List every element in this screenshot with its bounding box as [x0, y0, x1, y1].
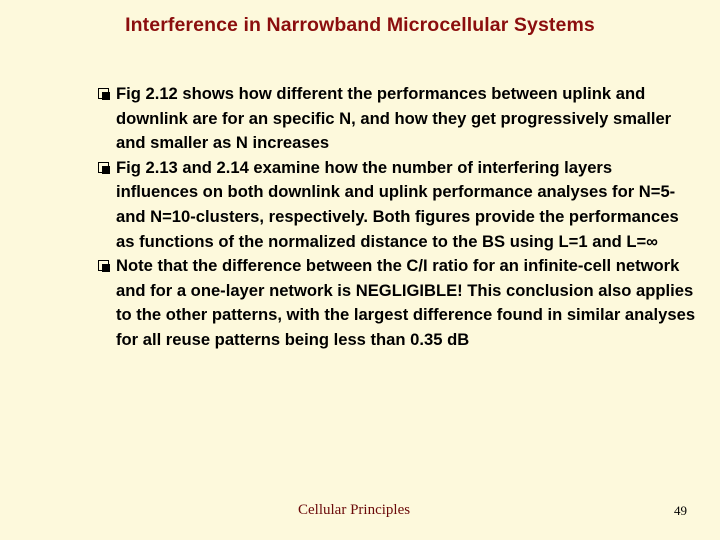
- square-bullet-icon: [98, 88, 109, 99]
- slide-title: Interference in Narrowband Microcellular Systems: [125, 14, 595, 36]
- square-bullet-icon: [98, 260, 109, 271]
- footer-text: Cellular Principles: [298, 502, 411, 518]
- square-bullet-icon: [98, 162, 109, 173]
- bullet-text: Fig 2.12 shows how different the performances between uplink and downlink are for an specific N, and how they get progressively smaller and smaller as N increases: [116, 84, 672, 153]
- bullet-text: Note that the difference between the C/I ratio for an infinite-cell network and for a one-layer network is NEGLIGIBLE! This conclusion also applies to the other patterns, with the largest difference found in similar analyses for all reuse patterns being less than 0.35 dB: [116, 256, 696, 349]
- page-number: 49: [674, 503, 687, 518]
- bullet-item: [98, 156, 698, 254]
- bullet-list: [98, 82, 698, 353]
- bullet-text: Fig 2.13 and 2.14 examine how the number of interfering layers influences on both downlink and uplink performance analyses for N=5- and N=10-clusters, respectively. Both figures provide the performances as functions of the normalized distance to the BS using L=1 and L=∞: [116, 157, 679, 251]
- bullet-item: [98, 82, 698, 156]
- bullet-item: [98, 254, 698, 352]
